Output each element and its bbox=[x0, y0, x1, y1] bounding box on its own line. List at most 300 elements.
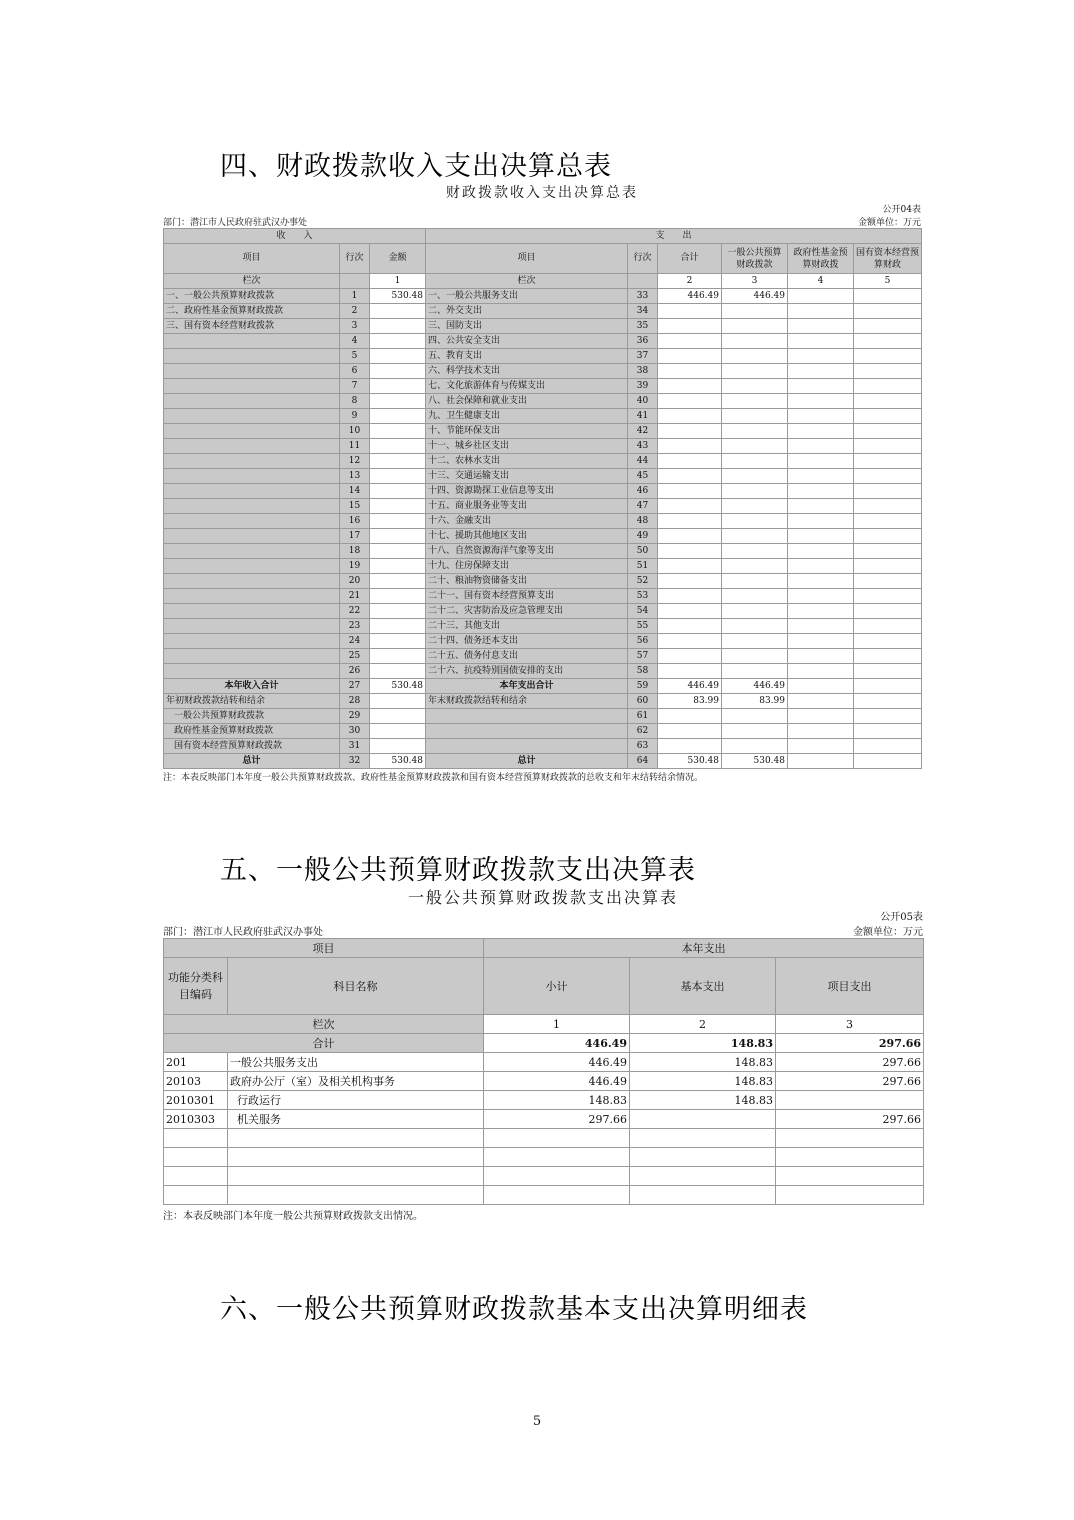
section5-table-block bbox=[163, 885, 923, 1222]
col-name: 科目名称 bbox=[228, 958, 484, 1015]
expense-total bbox=[658, 559, 722, 574]
grand-general: 530.48 bbox=[722, 754, 788, 769]
income-item bbox=[164, 499, 340, 514]
expense-row-number: 37 bbox=[628, 349, 658, 364]
expense-header: 支 出 bbox=[426, 229, 922, 244]
income-amount bbox=[370, 439, 426, 454]
income-amount bbox=[370, 484, 426, 499]
section5-table bbox=[163, 938, 924, 1205]
income-amount bbox=[370, 409, 426, 424]
section5-form-code-row bbox=[163, 908, 923, 923]
income-amount bbox=[370, 604, 426, 619]
income-row-number: 15 bbox=[340, 499, 370, 514]
income-item bbox=[164, 439, 340, 454]
table-row bbox=[164, 514, 922, 529]
income-item bbox=[164, 484, 340, 499]
expense-fund bbox=[788, 289, 854, 304]
expense-capital bbox=[854, 664, 922, 679]
expense-fund bbox=[788, 439, 854, 454]
subject-name: 一般公共服务支出 bbox=[228, 1053, 484, 1072]
section4-table bbox=[163, 228, 922, 769]
section5-form-code: 公开05表 bbox=[880, 912, 923, 923]
income-item bbox=[164, 634, 340, 649]
expense-row-number: 51 bbox=[628, 559, 658, 574]
expense-total-general: 446.49 bbox=[722, 679, 788, 694]
income-row-number: 3 bbox=[340, 319, 370, 334]
income-row-number: 25 bbox=[340, 649, 370, 664]
expense-row-number: 46 bbox=[628, 484, 658, 499]
empty-cell bbox=[228, 1129, 484, 1148]
expense-capital bbox=[854, 559, 922, 574]
empty-cell bbox=[164, 1129, 228, 1148]
expense-total bbox=[658, 664, 722, 679]
expense-fund bbox=[788, 664, 854, 679]
income-amount bbox=[370, 574, 426, 589]
expense-total bbox=[658, 439, 722, 454]
expense-capital bbox=[854, 499, 922, 514]
grand-capital bbox=[854, 754, 922, 769]
expense-capital bbox=[854, 409, 922, 424]
sub-amount bbox=[370, 724, 426, 739]
income-row-number: 20 bbox=[340, 574, 370, 589]
expense-general bbox=[722, 334, 788, 349]
section5-unit: 金额单位：万元 bbox=[853, 927, 923, 938]
section5-meta bbox=[163, 923, 923, 938]
expense-item: 二十二、灾害防治及应急管理支出 bbox=[426, 604, 628, 619]
expense-general bbox=[722, 574, 788, 589]
income-row-number: 5 bbox=[340, 349, 370, 364]
expense-item: 十、节能环保支出 bbox=[426, 424, 628, 439]
table-row bbox=[164, 499, 922, 514]
income-amount bbox=[370, 619, 426, 634]
lanci-3: 3 bbox=[722, 274, 788, 289]
expense-total bbox=[658, 379, 722, 394]
grand-total: 530.48 bbox=[658, 754, 722, 769]
section4-note: 注：本表反映部门本年度一般公共预算财政拨款、政府性基金预算财政拨款和国有资本经营预算财政拨款的总收支和年末结转结余情况。 bbox=[163, 773, 704, 783]
expense-row-number: 34 bbox=[628, 304, 658, 319]
basic-value: 148.83 bbox=[630, 1072, 776, 1091]
expense-fund bbox=[788, 454, 854, 469]
empty-row bbox=[164, 1148, 924, 1167]
expense-total bbox=[658, 334, 722, 349]
col-subtotal: 小计 bbox=[484, 958, 630, 1015]
grand-expense-row-number: 64 bbox=[628, 754, 658, 769]
sub-expense-total bbox=[658, 724, 722, 739]
expense-capital bbox=[854, 319, 922, 334]
income-amount bbox=[370, 379, 426, 394]
sub-expense-row-number: 61 bbox=[628, 709, 658, 724]
income-total-row bbox=[164, 679, 922, 694]
carry-in-row-number: 28 bbox=[340, 694, 370, 709]
subject-code: 2010303 bbox=[164, 1110, 228, 1129]
sub-amount bbox=[370, 739, 426, 754]
expense-fund bbox=[788, 559, 854, 574]
expense-item: 十七、援助其他地区支出 bbox=[426, 529, 628, 544]
grand-fund bbox=[788, 754, 854, 769]
expense-total bbox=[658, 304, 722, 319]
expense-item: 二十一、国有资本经营预算支出 bbox=[426, 589, 628, 604]
expense-col-total: 合计 bbox=[658, 244, 722, 274]
table-row bbox=[164, 349, 922, 364]
expense-item: 二十四、债务还本支出 bbox=[426, 634, 628, 649]
table-row bbox=[164, 589, 922, 604]
expense-general bbox=[722, 559, 788, 574]
income-row-number: 2 bbox=[340, 304, 370, 319]
income-row-number: 18 bbox=[340, 544, 370, 559]
sub-item: 一般公共预算财政拨款 bbox=[164, 709, 340, 724]
table-row bbox=[164, 304, 922, 319]
table-row bbox=[164, 394, 922, 409]
income-item bbox=[164, 334, 340, 349]
sub-expense-capital bbox=[854, 739, 922, 754]
income-row-number: 21 bbox=[340, 589, 370, 604]
expense-general bbox=[722, 664, 788, 679]
income-item bbox=[164, 649, 340, 664]
expense-total bbox=[658, 364, 722, 379]
expense-item: 十三、交通运输支出 bbox=[426, 469, 628, 484]
expense-fund bbox=[788, 604, 854, 619]
income-amount bbox=[370, 394, 426, 409]
expense-capital bbox=[854, 304, 922, 319]
expense-total-capital bbox=[854, 679, 922, 694]
income-amount bbox=[370, 514, 426, 529]
income-item bbox=[164, 574, 340, 589]
expense-row-number: 55 bbox=[628, 619, 658, 634]
table-row bbox=[164, 574, 922, 589]
subtotal-value: 446.49 bbox=[484, 1053, 630, 1072]
table-row bbox=[164, 484, 922, 499]
expense-item: 三、国防支出 bbox=[426, 319, 628, 334]
sub-expense-fund bbox=[788, 709, 854, 724]
carry-out-fund bbox=[788, 694, 854, 709]
expense-row-number: 38 bbox=[628, 364, 658, 379]
expense-fund bbox=[788, 394, 854, 409]
basic-value: 148.83 bbox=[630, 1053, 776, 1072]
grand-total-row bbox=[164, 754, 922, 769]
table-row bbox=[164, 649, 922, 664]
expense-total bbox=[658, 469, 722, 484]
income-row-number: 12 bbox=[340, 454, 370, 469]
carry-out-capital bbox=[854, 694, 922, 709]
expense-row-number: 54 bbox=[628, 604, 658, 619]
expense-general bbox=[722, 364, 788, 379]
expense-general bbox=[722, 304, 788, 319]
expense-row-number: 53 bbox=[628, 589, 658, 604]
col-project: 项目 bbox=[164, 939, 484, 958]
expense-item: 十八、自然资源海洋气象等支出 bbox=[426, 544, 628, 559]
grand-row-number: 32 bbox=[340, 754, 370, 769]
section4-meta bbox=[163, 215, 921, 228]
sub-expense-item bbox=[426, 739, 628, 754]
income-item bbox=[164, 394, 340, 409]
expense-total bbox=[658, 424, 722, 439]
empty-cell bbox=[776, 1129, 924, 1148]
expense-row-number: 43 bbox=[628, 439, 658, 454]
expense-fund bbox=[788, 424, 854, 439]
sub-row-number: 29 bbox=[340, 709, 370, 724]
col-basic: 基本支出 bbox=[630, 958, 776, 1015]
income-row-number: 26 bbox=[340, 664, 370, 679]
expense-total bbox=[658, 454, 722, 469]
income-col-amount: 金额 bbox=[370, 244, 426, 274]
income-row-number: 13 bbox=[340, 469, 370, 484]
empty-cell bbox=[630, 1186, 776, 1205]
expense-item: 二十、粮油物资储备支出 bbox=[426, 574, 628, 589]
table-row bbox=[164, 1053, 924, 1072]
expense-total bbox=[658, 319, 722, 334]
table-row bbox=[164, 664, 922, 679]
expense-general bbox=[722, 589, 788, 604]
table-row bbox=[164, 409, 922, 424]
income-amount bbox=[370, 499, 426, 514]
expense-fund bbox=[788, 544, 854, 559]
section4-table-title: 财政拨款收入支出决算总表 bbox=[446, 185, 638, 201]
income-amount bbox=[370, 469, 426, 484]
section5-total-label: 合计 bbox=[164, 1034, 484, 1053]
expense-total bbox=[658, 634, 722, 649]
income-amount bbox=[370, 319, 426, 334]
expense-item: 十五、商业服务业等支出 bbox=[426, 499, 628, 514]
expense-capital bbox=[854, 574, 922, 589]
income-amount bbox=[370, 529, 426, 544]
empty-row bbox=[164, 1186, 924, 1205]
col-projexp: 项目支出 bbox=[776, 958, 924, 1015]
section5-table-title: 一般公共预算财政拨款支出决算表 bbox=[407, 888, 678, 907]
carry-row bbox=[164, 694, 922, 709]
expense-capital bbox=[854, 469, 922, 484]
income-row-number: 7 bbox=[340, 379, 370, 394]
col-code: 功能分类科目编码 bbox=[164, 958, 228, 1015]
sub-expense-general bbox=[722, 724, 788, 739]
expense-col-item: 项目 bbox=[426, 244, 628, 274]
expense-row-number: 48 bbox=[628, 514, 658, 529]
expense-capital bbox=[854, 334, 922, 349]
basic-value: 148.83 bbox=[630, 1091, 776, 1110]
expense-item: 九、卫生健康支出 bbox=[426, 409, 628, 424]
expense-row-number: 56 bbox=[628, 634, 658, 649]
lanci-5: 5 bbox=[854, 274, 922, 289]
expense-capital bbox=[854, 619, 922, 634]
empty-cell bbox=[776, 1186, 924, 1205]
expense-general bbox=[722, 529, 788, 544]
expense-item: 五、教育支出 bbox=[426, 349, 628, 364]
expense-total-fund bbox=[788, 679, 854, 694]
col-current: 本年支出 bbox=[484, 939, 924, 958]
section4-table-block bbox=[163, 182, 921, 783]
table-row bbox=[164, 379, 922, 394]
income-row-number: 8 bbox=[340, 394, 370, 409]
section4-heading: 四、财政拨款收入支出决算总表 bbox=[220, 151, 612, 182]
section4-unit: 金额单位：万元 bbox=[857, 218, 921, 228]
expense-lanci: 栏次 bbox=[426, 274, 628, 289]
sub-expense-fund bbox=[788, 739, 854, 754]
sub-item: 政府性基金预算财政拨款 bbox=[164, 724, 340, 739]
empty-cell bbox=[484, 1129, 630, 1148]
expense-capital bbox=[854, 379, 922, 394]
income-row-number: 6 bbox=[340, 364, 370, 379]
expense-fund bbox=[788, 364, 854, 379]
expense-capital bbox=[854, 514, 922, 529]
expense-item: 二十六、抗疫特别国债安排的支出 bbox=[426, 664, 628, 679]
expense-row-number: 44 bbox=[628, 454, 658, 469]
section5-heading: 五、一般公共预算财政拨款支出决算表 bbox=[220, 855, 696, 886]
table-row bbox=[164, 289, 922, 304]
income-amount bbox=[370, 544, 426, 559]
expense-general bbox=[722, 394, 788, 409]
income-total-row-number: 27 bbox=[340, 679, 370, 694]
income-item: 二、政府性基金预算财政拨款 bbox=[164, 304, 340, 319]
project-value bbox=[776, 1091, 924, 1110]
income-item bbox=[164, 589, 340, 604]
table-row bbox=[164, 469, 922, 484]
expense-row-number: 42 bbox=[628, 424, 658, 439]
section5-lanci-1: 1 bbox=[484, 1015, 630, 1034]
expense-row-number: 57 bbox=[628, 649, 658, 664]
sub-expense-row-number: 62 bbox=[628, 724, 658, 739]
expense-fund bbox=[788, 409, 854, 424]
section5-department: 部门：潜江市人民政府驻武汉办事处 bbox=[163, 927, 323, 938]
subtotal-value: 446.49 bbox=[484, 1072, 630, 1091]
table-row bbox=[164, 559, 922, 574]
income-item bbox=[164, 559, 340, 574]
expense-row-number: 52 bbox=[628, 574, 658, 589]
grand-amount: 530.48 bbox=[370, 754, 426, 769]
expense-general bbox=[722, 469, 788, 484]
expense-item: 一、一般公共服务支出 bbox=[426, 289, 628, 304]
section5-lanci-2: 2 bbox=[630, 1015, 776, 1034]
carry-out-general: 83.99 bbox=[722, 694, 788, 709]
lanci-4: 4 bbox=[788, 274, 854, 289]
lanci-1: 1 bbox=[370, 274, 426, 289]
table-row bbox=[164, 1072, 924, 1091]
expense-item: 八、社会保障和就业支出 bbox=[426, 394, 628, 409]
income-row-number: 1 bbox=[340, 289, 370, 304]
expense-fund bbox=[788, 589, 854, 604]
subtotal-value: 148.83 bbox=[484, 1091, 630, 1110]
table-row bbox=[164, 604, 922, 619]
empty-cell bbox=[630, 1148, 776, 1167]
expense-col-general: 一般公共预算财政拨款 bbox=[722, 244, 788, 274]
expense-general: 446.49 bbox=[722, 289, 788, 304]
expense-item: 七、文化旅游体育与传媒支出 bbox=[426, 379, 628, 394]
income-item bbox=[164, 409, 340, 424]
subject-name: 行政运行 bbox=[228, 1091, 484, 1110]
grand-expense-label: 总计 bbox=[426, 754, 628, 769]
sub-expense-item bbox=[426, 709, 628, 724]
empty-cell bbox=[484, 1167, 630, 1186]
carry-out-label: 年末财政拨款结转和结余 bbox=[426, 694, 628, 709]
income-item bbox=[164, 349, 340, 364]
carry-in-amount bbox=[370, 694, 426, 709]
income-item bbox=[164, 544, 340, 559]
table-row bbox=[164, 544, 922, 559]
blank-cell bbox=[628, 274, 658, 289]
expense-general bbox=[722, 604, 788, 619]
empty-cell bbox=[630, 1167, 776, 1186]
expense-capital bbox=[854, 439, 922, 454]
income-total-amount: 530.48 bbox=[370, 679, 426, 694]
lanci-2: 2 bbox=[658, 274, 722, 289]
income-row-number: 16 bbox=[340, 514, 370, 529]
section5-lanci-3: 3 bbox=[776, 1015, 924, 1034]
table-row bbox=[164, 319, 922, 334]
table-row bbox=[164, 439, 922, 454]
sub-expense-row-number: 63 bbox=[628, 739, 658, 754]
subject-code: 2010301 bbox=[164, 1091, 228, 1110]
subject-code: 20103 bbox=[164, 1072, 228, 1091]
expense-general bbox=[722, 319, 788, 334]
expense-capital bbox=[854, 349, 922, 364]
income-item: 一、一般公共预算财政拨款 bbox=[164, 289, 340, 304]
expense-total-row-number: 59 bbox=[628, 679, 658, 694]
expense-item: 十一、城乡社区支出 bbox=[426, 439, 628, 454]
expense-general bbox=[722, 634, 788, 649]
empty-row bbox=[164, 1167, 924, 1186]
subject-name: 政府办公厅（室）及相关机构事务 bbox=[228, 1072, 484, 1091]
expense-row-number: 39 bbox=[628, 379, 658, 394]
income-col-item: 项目 bbox=[164, 244, 340, 274]
income-header: 收 入 bbox=[164, 229, 426, 244]
sub-row bbox=[164, 709, 922, 724]
income-row-number: 9 bbox=[340, 409, 370, 424]
table-row bbox=[164, 634, 922, 649]
expense-capital bbox=[854, 634, 922, 649]
section4-form-code: 公开04表 bbox=[882, 205, 921, 215]
expense-total bbox=[658, 514, 722, 529]
income-amount bbox=[370, 634, 426, 649]
expense-fund bbox=[788, 514, 854, 529]
sub-row-number: 30 bbox=[340, 724, 370, 739]
sub-expense-total bbox=[658, 709, 722, 724]
income-item bbox=[164, 379, 340, 394]
expense-capital bbox=[854, 364, 922, 379]
expense-total bbox=[658, 409, 722, 424]
section5-lanci: 栏次 bbox=[164, 1015, 484, 1034]
expense-capital bbox=[854, 544, 922, 559]
income-amount bbox=[370, 349, 426, 364]
sub-expense-capital bbox=[854, 709, 922, 724]
expense-capital bbox=[854, 424, 922, 439]
expense-row-number: 40 bbox=[628, 394, 658, 409]
subject-name: 机关服务 bbox=[228, 1110, 484, 1129]
empty-cell bbox=[228, 1186, 484, 1205]
income-amount bbox=[370, 424, 426, 439]
income-amount: 530.48 bbox=[370, 289, 426, 304]
table-row bbox=[164, 454, 922, 469]
income-row-number: 17 bbox=[340, 529, 370, 544]
empty-cell bbox=[484, 1186, 630, 1205]
expense-fund bbox=[788, 304, 854, 319]
sub-expense-general bbox=[722, 739, 788, 754]
income-row-number: 11 bbox=[340, 439, 370, 454]
empty-cell bbox=[484, 1148, 630, 1167]
income-amount bbox=[370, 334, 426, 349]
sub-expense-fund bbox=[788, 724, 854, 739]
expense-capital bbox=[854, 529, 922, 544]
expense-fund bbox=[788, 499, 854, 514]
expense-fund bbox=[788, 529, 854, 544]
expense-general bbox=[722, 649, 788, 664]
expense-total bbox=[658, 529, 722, 544]
expense-fund bbox=[788, 334, 854, 349]
table-row bbox=[164, 619, 922, 634]
expense-total bbox=[658, 394, 722, 409]
section5-total-basic: 148.83 bbox=[630, 1034, 776, 1053]
section5-total-project: 297.66 bbox=[776, 1034, 924, 1053]
project-value: 297.66 bbox=[776, 1053, 924, 1072]
empty-cell bbox=[228, 1167, 484, 1186]
section4-department: 部门：潜江市人民政府驻武汉办事处 bbox=[163, 218, 308, 228]
